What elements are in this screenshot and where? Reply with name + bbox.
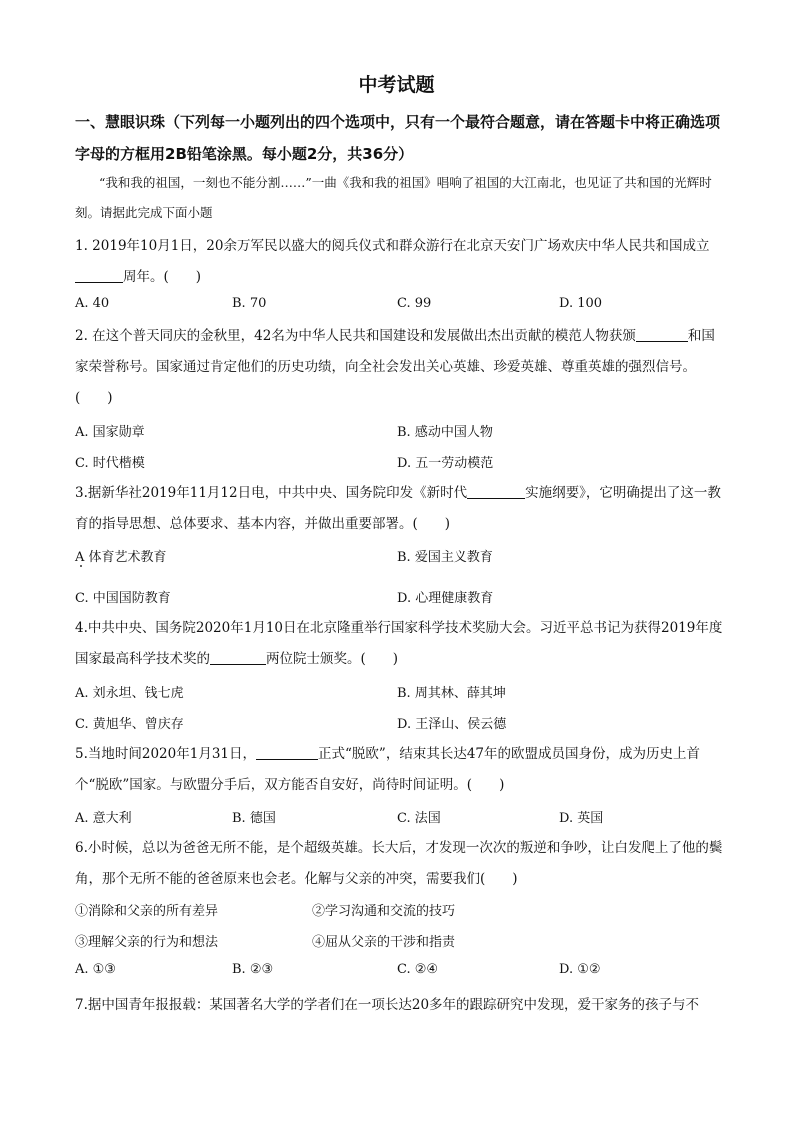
question-4	[75, 613, 725, 675]
option-a: A. 意大利	[75, 811, 132, 826]
option-c: C. 中国国防教育	[75, 591, 171, 606]
statement-4: ④屈从父亲的干涉和指责	[312, 935, 456, 950]
statement-1: ①消除和父亲的所有差异	[75, 904, 219, 919]
option-d: D. 五一劳动模范	[397, 456, 494, 471]
answer-blank	[256, 745, 318, 760]
option-a: A. 国家勋章	[75, 425, 145, 440]
option-c: C. 黄旭华、曾庆存	[75, 717, 184, 732]
question-2-options-row-1	[75, 421, 725, 443]
option-a: A. 刘永坦、钱七虎	[75, 686, 184, 701]
question-3-options-row-1	[75, 546, 725, 568]
option-b: B. ②③	[232, 962, 274, 977]
question-3-text-pre: 3.据新华社2019年11月12日电，中共中央、国务院印发《新时代	[75, 485, 468, 501]
answer-blank	[75, 268, 123, 283]
option-b: B. 周其林、薛其坤	[397, 686, 506, 701]
question-4-text-pre: 4.中共中央、国务院2020年1月10日在北京隆重举行国家科学技术奖励大会。习近平总书记为获得2019年度国家最高科学技术奖的	[75, 620, 723, 667]
page-title: 中考试题	[358, 74, 435, 96]
option-d: D. 王泽山、侯云德	[397, 717, 507, 732]
statement-3: ③理解父亲的行为和想法	[75, 935, 219, 950]
question-7: 7.据中国青年报报载：某国著名大学的学者们在一项长达20多年的跟踪研究中发现，爱干家务的孩子与不	[75, 997, 700, 1013]
question-2-text-post: 和国家荣誉称号。国家通过肯定他们的历史功绩，向全社会发出关心英雄、珍爱英雄、尊重英雄的强烈信号。( )	[75, 328, 715, 406]
section-header: 一、慧眼识珠（下列每一小题列出的四个选项中，只有一个最符合题意，请在答题卡中将正确选项字母的方框用2B铅笔涂黑。每小题2分，共36分）	[75, 113, 721, 163]
option-d: D. 英国	[559, 811, 604, 826]
question-2	[75, 321, 725, 414]
question-4-options-row-1	[75, 682, 725, 704]
option-b: B. 德国	[232, 811, 276, 826]
question-5	[75, 739, 725, 801]
question-1	[75, 231, 725, 293]
option-a: A. 40	[75, 296, 110, 311]
answer-blank	[636, 327, 688, 342]
option-c: C. 时代楷模	[75, 456, 145, 471]
option-c: C. 99	[397, 296, 432, 311]
option-c: C. 法国	[397, 811, 441, 826]
question-1-text-pre: 1. 2019年10月1日，20余万军民以盛大的阅兵仪式和群众游行在北京天安门广场欢庆中华人民共和国成立	[75, 238, 710, 254]
option-b: B. 爱国主义教育	[397, 550, 493, 565]
stray-mark	[80, 565, 82, 567]
option-a: A. ①③	[75, 962, 116, 977]
question-3-text-post: 实施纲要》，它明确提出了这一教育的指导思想、总体要求、基本内容，并做出重要部署。( )	[75, 485, 721, 532]
option-b: B. 70	[232, 296, 267, 311]
question-2-options-row-2	[75, 452, 725, 474]
question-6-options	[75, 962, 725, 984]
answer-blank	[467, 484, 525, 499]
question-1-text-post: 周年。( )	[123, 269, 202, 285]
question-5-text-post: 正式“脱欧”，结束其长达47年的欧盟成员国身份，成为历史上首个“脱欧”国家。与欧盟分手后，双方能否自安好，尚待时间证明。( )	[75, 746, 700, 793]
option-d: D. 100	[559, 296, 603, 311]
question-4-text-post: 两位院士颁奖。( )	[266, 651, 399, 667]
question-1-options	[75, 296, 725, 318]
option-a: A 体育艺术教育	[75, 550, 167, 565]
question-3-options-row-2	[75, 587, 725, 609]
intro-paragraph: “我和我的祖国，一刻也不能分割……”一曲《我和我的祖国》唱响了祖国的大江南北，也见证了共和国的光辉时刻。请据此完成下面小题	[75, 175, 712, 220]
question-4-options-row-2	[75, 713, 725, 735]
question-5-options	[75, 807, 725, 829]
option-c: C. ②④	[397, 962, 439, 977]
statement-2: ②学习沟通和交流的技巧	[312, 904, 456, 919]
question-6: 6.小时候，总以为爸爸无所不能，是个超级英雄。长大后，才发现一次次的叛逆和争吵，让白发爬上了他的鬓角，那个无所不能的爸爸原来也会老。化解与父亲的冲突，需要我们( )	[75, 840, 723, 887]
question-6-statements-row-2	[75, 931, 725, 953]
option-b: B. 感动中国人物	[397, 425, 493, 440]
option-d: D. ①②	[559, 962, 601, 977]
question-3	[75, 478, 725, 540]
question-2-text-pre: 2. 在这个普天同庆的金秋里，42名为中华人民共和国建设和发展做出杰出贡献的模范人物获颁	[75, 328, 636, 344]
question-6-statements-row-1	[75, 900, 725, 922]
answer-blank	[210, 650, 266, 665]
option-d: D. 心理健康教育	[397, 591, 494, 606]
question-5-text-pre: 5.当地时间2020年1月31日，	[75, 746, 257, 762]
